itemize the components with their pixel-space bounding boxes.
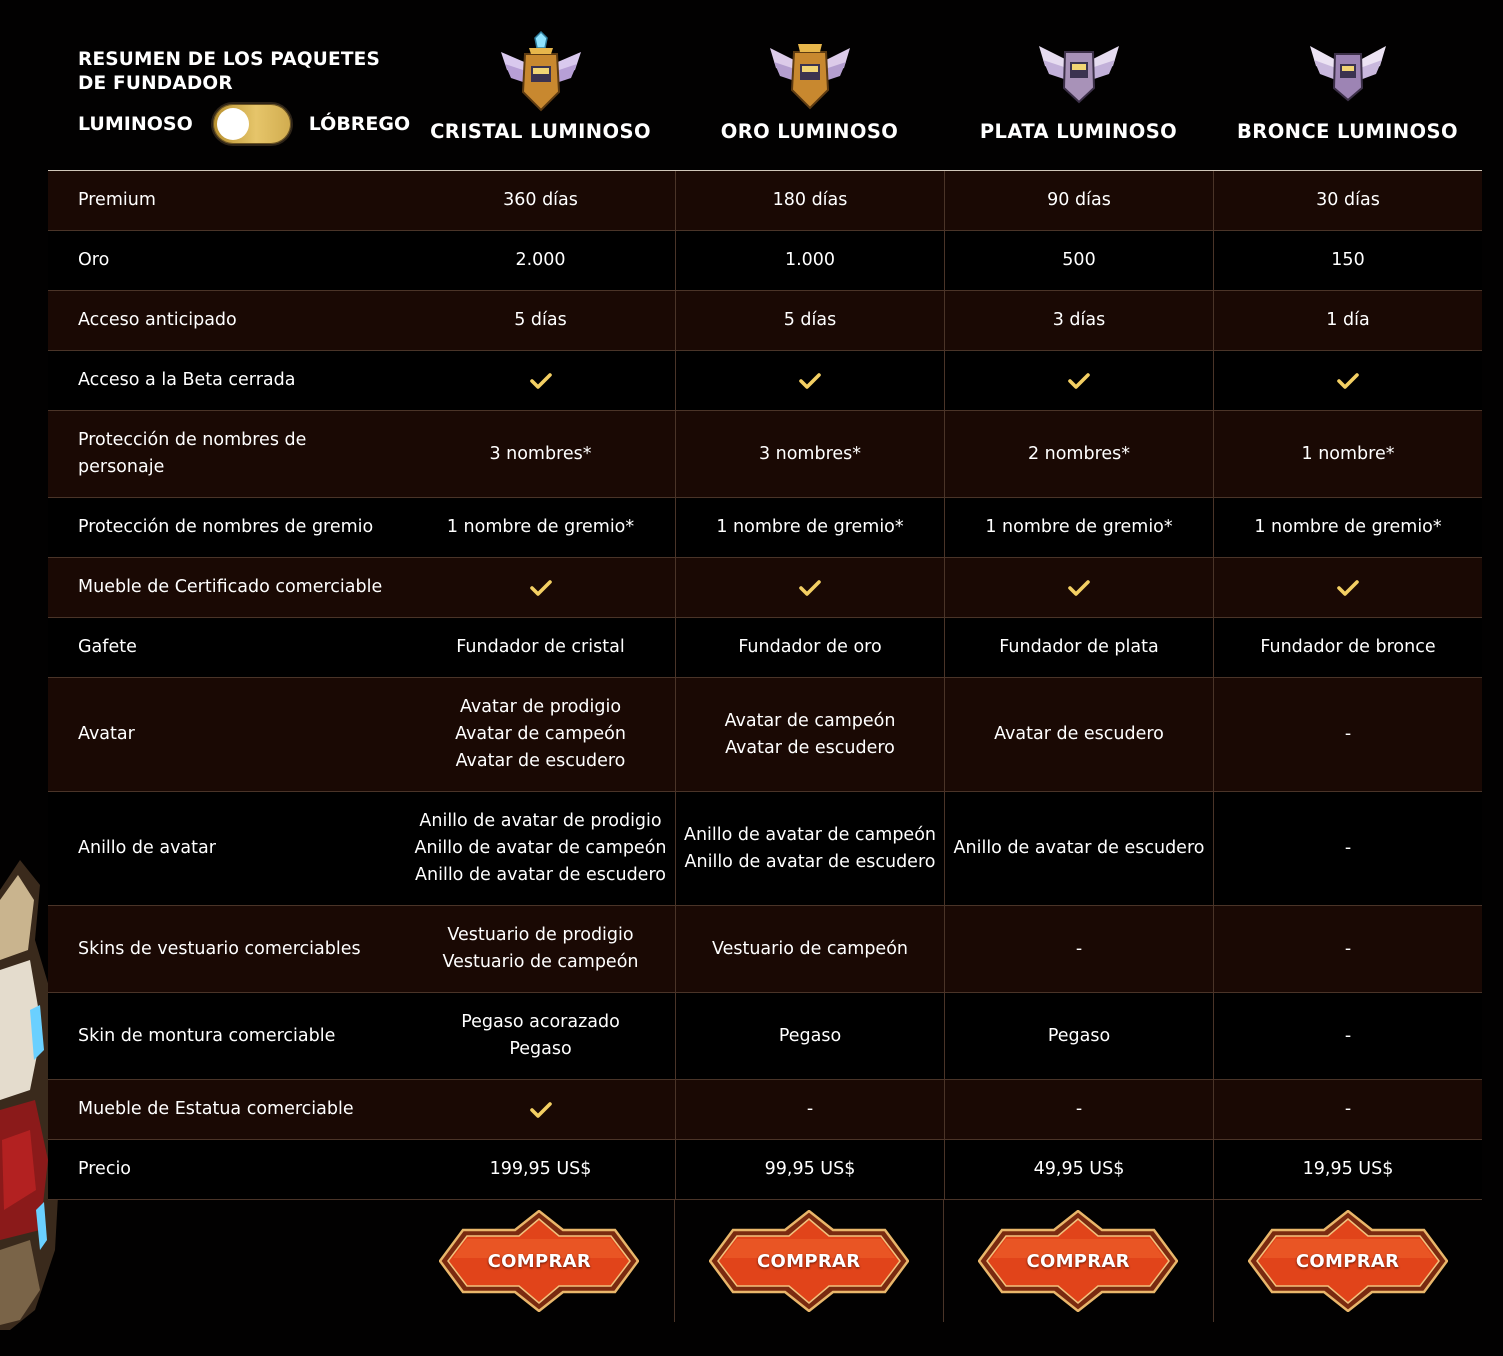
cell-text: Avatar de campeón — [455, 724, 626, 744]
switch-knob — [217, 108, 249, 140]
cell-plata — [944, 291, 1213, 350]
cell-oro — [675, 558, 944, 617]
cell-text: 1 nombre de gremio* — [985, 517, 1173, 537]
cell-text: Fundador de cristal — [456, 637, 625, 657]
cell-text: - — [1344, 724, 1352, 744]
cell-cristal — [406, 231, 675, 290]
cell-cristal — [406, 498, 675, 557]
cell-text: Avatar de escudero — [455, 751, 626, 771]
cell-text: Avatar de prodigio — [459, 697, 622, 717]
cell-cristal — [406, 291, 675, 350]
cell-text: 49,95 US$ — [1033, 1159, 1125, 1179]
cell-text: 3 nombres* — [758, 443, 862, 464]
buy-row-label — [48, 1200, 405, 1322]
cell-oro — [675, 618, 944, 677]
cell-text: 30 días — [1316, 190, 1380, 210]
cell-text: 1 día — [1326, 310, 1370, 330]
cell-text: Avatar de escudero — [725, 737, 895, 758]
cell-plata — [944, 618, 1213, 677]
cell-oro — [675, 171, 944, 230]
buy-button-oro[interactable] — [709, 1210, 909, 1312]
buy-cell-plata — [943, 1200, 1212, 1322]
theme-toggle-row — [78, 100, 410, 148]
cell-oro — [675, 1080, 944, 1139]
cell-bronce — [1213, 1080, 1482, 1139]
cell-text: 1 nombre de gremio* — [716, 517, 904, 537]
cell-text: Vestuario de campeón — [711, 938, 908, 959]
luminoso-lobrego-switch[interactable] — [211, 102, 293, 146]
row-label: Skins de vestuario comerciables — [78, 938, 361, 959]
cell-bronce — [1213, 171, 1482, 230]
package-name: ORO LUMINOSO — [720, 120, 899, 143]
cell-text: 3 nombres* — [489, 443, 592, 464]
buy-button-label: COMPRAR — [1026, 1250, 1130, 1272]
cell-oro — [675, 993, 944, 1079]
row-label: Skin de montura comerciable — [78, 1025, 336, 1046]
cell-bronce — [1213, 678, 1482, 791]
table-row — [48, 1140, 1482, 1200]
cell-text: - — [1075, 938, 1083, 959]
table-row — [48, 906, 1482, 993]
table-header — [48, 0, 1482, 171]
cell-oro — [675, 1140, 944, 1199]
cell-bronce — [1213, 351, 1482, 410]
cell-bronce — [1213, 231, 1482, 290]
cell-text: 90 días — [1047, 190, 1111, 210]
check-icon — [1068, 372, 1090, 390]
cell-cristal — [406, 618, 675, 677]
table-row — [48, 171, 1482, 231]
cell-text: 1 nombre* — [1301, 443, 1395, 464]
cell-text: Anillo de avatar de escudero — [953, 838, 1205, 858]
table-row — [48, 351, 1482, 411]
table-row — [48, 411, 1482, 498]
cell-text: Anillo de avatar de escudero — [415, 865, 666, 885]
buy-cell-bronce — [1213, 1200, 1482, 1322]
buy-row — [48, 1200, 1482, 1322]
cell-text: - — [806, 1099, 814, 1119]
toggle-label-lobrego[interactable]: LÓBREGO — [308, 113, 411, 135]
table-body — [48, 171, 1482, 1200]
row-label: Mueble de Certificado comerciable — [78, 577, 383, 597]
cell-text: - — [1344, 838, 1352, 858]
row-label: Acceso anticipado — [78, 310, 237, 330]
gold-crest-icon — [768, 30, 852, 114]
check-icon — [1068, 579, 1090, 597]
table-row — [48, 558, 1482, 618]
cell-text: 5 días — [514, 310, 567, 330]
cell-cristal — [406, 678, 675, 791]
buy-button-label: COMPRAR — [487, 1250, 591, 1272]
cell-bronce — [1213, 1140, 1482, 1199]
cell-plata — [944, 1140, 1213, 1199]
cell-plata — [944, 993, 1213, 1079]
buy-button-label: COMPRAR — [1295, 1250, 1400, 1272]
cell-text: Avatar de escudero — [994, 724, 1164, 744]
package-header-oro — [675, 30, 944, 143]
check-icon — [799, 372, 821, 390]
check-icon — [799, 579, 821, 597]
cell-text: - — [1075, 1099, 1083, 1119]
cell-oro — [675, 291, 944, 350]
cell-text: 150 — [1331, 250, 1365, 270]
package-name: BRONCE LUMINOSO — [1237, 120, 1458, 143]
cell-text: Anillo de avatar de campeón — [683, 824, 936, 845]
row-label: Premium — [78, 190, 156, 210]
cell-text: Pegaso — [509, 1039, 572, 1059]
row-label: Anillo de avatar — [78, 838, 216, 858]
cell-text: Pegaso — [1047, 1025, 1111, 1046]
package-header-bronce — [1213, 30, 1482, 143]
cell-text: 99,95 US$ — [764, 1159, 856, 1179]
cell-text: 1 nombre de gremio* — [446, 517, 635, 537]
table-row — [48, 1080, 1482, 1140]
cell-cristal — [406, 558, 675, 617]
cell-plata — [944, 498, 1213, 557]
package-header-plata — [944, 30, 1213, 143]
check-icon — [1337, 372, 1359, 390]
cell-text: 2.000 — [515, 250, 566, 270]
row-label: Protección de nombres de gremio — [78, 517, 374, 537]
buy-button-bronce[interactable] — [1248, 1210, 1448, 1312]
cell-plata — [944, 351, 1213, 410]
cell-oro — [675, 231, 944, 290]
table-row — [48, 231, 1482, 291]
cell-bronce — [1213, 618, 1482, 677]
cell-bronce — [1213, 906, 1482, 992]
package-header-cristal — [406, 30, 675, 143]
cell-text: 5 días — [783, 310, 837, 330]
cell-text: Vestuario de campeón — [442, 952, 639, 972]
cell-text: Anillo de avatar de campeón — [414, 838, 667, 858]
cell-text: - — [1344, 1099, 1352, 1119]
page-title: RESUMEN DE LOS PAQUETES DE FUNDADOR — [78, 49, 381, 94]
cell-text: Avatar de campeón — [724, 710, 896, 731]
cell-text: 3 días — [1052, 310, 1106, 330]
cell-cristal — [406, 993, 675, 1079]
row-label: Oro — [78, 250, 110, 270]
cell-oro — [675, 792, 944, 905]
cell-plata — [944, 792, 1213, 905]
cell-text: 1.000 — [784, 250, 836, 270]
buy-button-plata[interactable] — [978, 1210, 1178, 1312]
cell-plata — [944, 678, 1213, 791]
package-name: PLATA LUMINOSO — [979, 120, 1178, 143]
cell-text: 2 nombres* — [1027, 443, 1131, 464]
cell-oro — [675, 678, 944, 791]
table-row — [48, 678, 1482, 792]
cell-cristal — [406, 1080, 675, 1139]
cell-oro — [675, 411, 944, 497]
cell-oro — [675, 498, 944, 557]
check-icon — [530, 372, 552, 390]
cell-plata — [944, 1080, 1213, 1139]
cell-text: - — [1344, 1025, 1352, 1046]
row-label: Protección de nombres de personaje — [78, 430, 307, 477]
cell-plata — [944, 906, 1213, 992]
cell-cristal — [406, 171, 675, 230]
table-row — [48, 618, 1482, 678]
cell-oro — [675, 906, 944, 992]
table-row — [48, 498, 1482, 558]
cell-cristal — [406, 411, 675, 497]
cell-text: Anillo de avatar de prodigio — [419, 811, 662, 831]
cell-oro — [675, 351, 944, 410]
row-label: Gafete — [78, 637, 137, 657]
buy-button-cristal[interactable] — [439, 1210, 639, 1312]
cell-plata — [944, 171, 1213, 230]
cell-text: 180 días — [772, 190, 848, 210]
cell-text: 19,95 US$ — [1302, 1159, 1394, 1179]
cell-text: 500 — [1062, 250, 1096, 270]
cell-text: Fundador de bronce — [1260, 637, 1436, 657]
cell-plata — [944, 411, 1213, 497]
toggle-label-luminoso[interactable]: LUMINOSO — [78, 113, 193, 135]
crystal-crest-icon — [499, 30, 583, 114]
cell-text: Pegaso acorazado — [461, 1012, 620, 1032]
cell-text: Anillo de avatar de escudero — [684, 851, 936, 872]
cell-bronce — [1213, 291, 1482, 350]
cell-bronce — [1213, 411, 1482, 497]
founders-comparison-table — [48, 0, 1482, 1322]
cell-cristal — [406, 906, 675, 992]
cell-bronce — [1213, 558, 1482, 617]
cell-text: 360 días — [503, 190, 578, 210]
table-row — [48, 792, 1482, 906]
cell-cristal — [406, 792, 675, 905]
row-label: Precio — [78, 1159, 132, 1179]
table-row — [48, 291, 1482, 351]
cell-bronce — [1213, 498, 1482, 557]
cell-bronce — [1213, 993, 1482, 1079]
row-label: Acceso a la Beta cerrada — [78, 370, 296, 390]
cell-bronce — [1213, 792, 1482, 905]
package-name: CRISTAL LUMINOSO — [430, 120, 651, 143]
cell-text: - — [1344, 938, 1352, 959]
table-row — [48, 993, 1482, 1080]
bronze-crest-icon — [1306, 30, 1390, 114]
row-label: Mueble de Estatua comerciable — [78, 1099, 354, 1119]
buy-cell-oro — [674, 1200, 943, 1322]
buy-cell-cristal — [405, 1200, 673, 1322]
silver-crest-icon — [1037, 30, 1121, 114]
cell-text: Fundador de oro — [738, 637, 882, 657]
cell-text: 1 nombre de gremio* — [1254, 517, 1442, 537]
cell-plata — [944, 558, 1213, 617]
row-label: Avatar — [78, 724, 135, 744]
cell-text: Pegaso — [778, 1025, 842, 1046]
cell-cristal — [406, 351, 675, 410]
cell-text: Vestuario de prodigio — [447, 925, 634, 945]
check-icon — [530, 579, 552, 597]
buy-button-label: COMPRAR — [757, 1250, 861, 1272]
cell-cristal — [406, 1140, 675, 1199]
cell-text: 199,95 US$ — [489, 1159, 592, 1179]
cell-plata — [944, 231, 1213, 290]
cell-text: Fundador de plata — [999, 637, 1159, 657]
check-icon — [530, 1101, 552, 1119]
check-icon — [1337, 579, 1359, 597]
